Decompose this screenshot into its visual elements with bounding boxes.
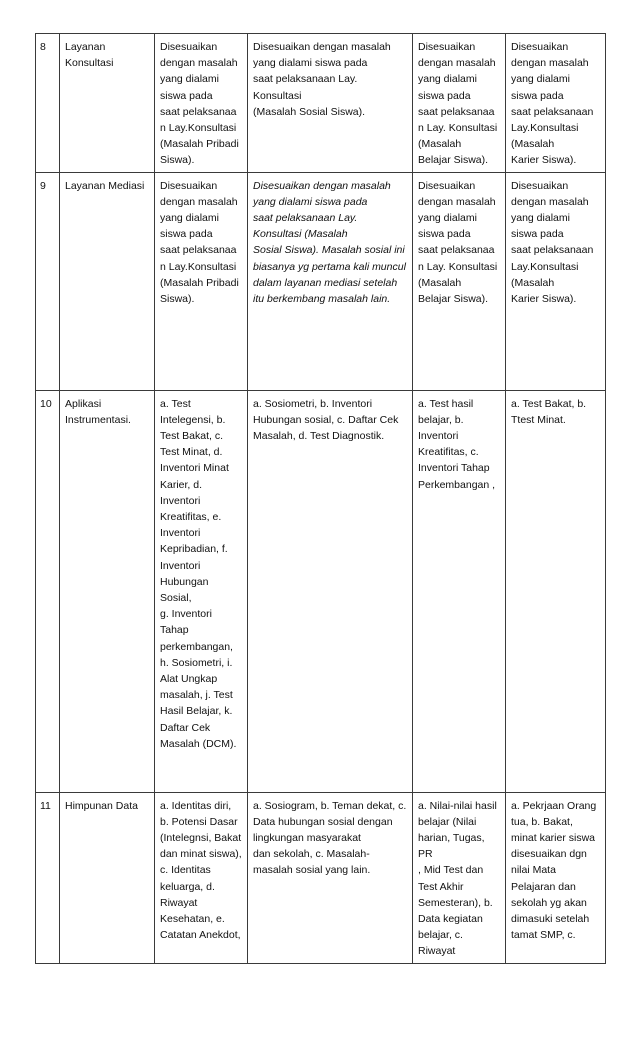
table-row-8 xyxy=(36,34,606,173)
cell-pribadi: a. Identitas diri, b. Potensi Dasar (Intelegnsi, Bakat dan minat siswa), c. Identitas keluarga, d. Riwayat Kesehatan, e. Catatan Anekdot, xyxy=(155,792,248,963)
service-name: Aplikasi Instrumentasi. xyxy=(60,390,155,792)
row-number: 10 xyxy=(36,390,60,792)
service-name: Himpunan Data xyxy=(60,792,155,963)
cell-sosial: a. Sosiometri, b. Inventori Hubungan sosial, c. Daftar Cek Masalah, d. Test Diagnostik. xyxy=(248,390,413,792)
cell-karier: Disesuaikan dengan masalah yang dialami siswa pada saat pelaksanaan Lay.Konsultasi (Masalah Karier Siswa). xyxy=(506,34,606,173)
service-name: Layanan Mediasi xyxy=(60,172,155,390)
cell-pribadi: a. Test Intelegensi, b. Test Bakat, c. Test Minat, d. Inventori Minat Karier, d. Inventori Kreatifitas, e. Inventori Kepribadian, f. Inventori Hubungan Sosial, g. Inventori Tahap perkembangan, h. Sosiometri, i. Alat Ungkap masalah, j. Test Hasil Belajar, k. Daftar Cek Masalah (DCM). xyxy=(155,390,248,792)
row-number: 8 xyxy=(36,34,60,173)
row-number: 11 xyxy=(36,792,60,963)
cell-karier: a. Test Bakat, b. Ttest Minat. xyxy=(506,390,606,792)
cell-belajar: Disesuaikan dengan masalah yang dialami siswa pada saat pelaksanaa n Lay. Konsultasi (Masalah Belajar Siswa). xyxy=(413,172,506,390)
cell-sosial: Disesuaikan dengan masalah yang dialami siswa pada saat pelaksanaan Lay. Konsultasi (Masalah Sosial Siswa). xyxy=(248,34,413,173)
cell-belajar: a. Test hasil belajar, b. Inventori Kreatifitas, c. Inventori Tahap Perkembangan , xyxy=(413,390,506,792)
cell-pribadi: Disesuaikan dengan masalah yang dialami siswa pada saat pelaksanaa n Lay.Konsultasi (Masalah Pribadi Siswa). xyxy=(155,34,248,173)
cell-sosial: a. Sosiogram, b. Teman dekat, c. Data hubungan sosial dengan lingkungan masyarakat dan sekolah, c. Masalah- masalah sosial yang lain. xyxy=(248,792,413,963)
cell-karier: Disesuaikan dengan masalah yang dialami siswa pada saat pelaksanaan Lay.Konsultasi (Masalah Karier Siswa). xyxy=(506,172,606,390)
table-row-9 xyxy=(36,172,606,390)
cell-karier: a. Pekrjaan Orang tua, b. Bakat, minat karier siswa disesuaikan dgn nilai Mata Pelajaran dan sekolah yg akan dimasuki setelah tamat SMP, c. xyxy=(506,792,606,963)
bk-program-table xyxy=(35,33,606,964)
cell-sosial: Disesuaikan dengan masalah yang dialami siswa pada saat pelaksanaan Lay. Konsultasi (Masalah Sosial Siswa). Masalah sosial ini biasanya yg pertama kali muncul dalam layanan mediasi setelah itu berkembang masalah lain. xyxy=(248,172,413,390)
service-name: Layanan Konsultasi xyxy=(60,34,155,173)
row-number: 9 xyxy=(36,172,60,390)
table-row-11 xyxy=(36,792,606,963)
cell-pribadi: Disesuaikan dengan masalah yang dialami siswa pada saat pelaksanaa n Lay.Konsultasi (Masalah Pribadi Siswa). xyxy=(155,172,248,390)
cell-belajar: Disesuaikan dengan masalah yang dialami siswa pada saat pelaksanaa n Lay. Konsultasi (Masalah Belajar Siswa). xyxy=(413,34,506,173)
table-row-10 xyxy=(36,390,606,792)
cell-belajar: a. Nilai-nilai hasil belajar (Nilai harian, Tugas, PR , Mid Test dan Test Akhir Semesteran), b. Data kegiatan belajar, c. Riwayat xyxy=(413,792,506,963)
